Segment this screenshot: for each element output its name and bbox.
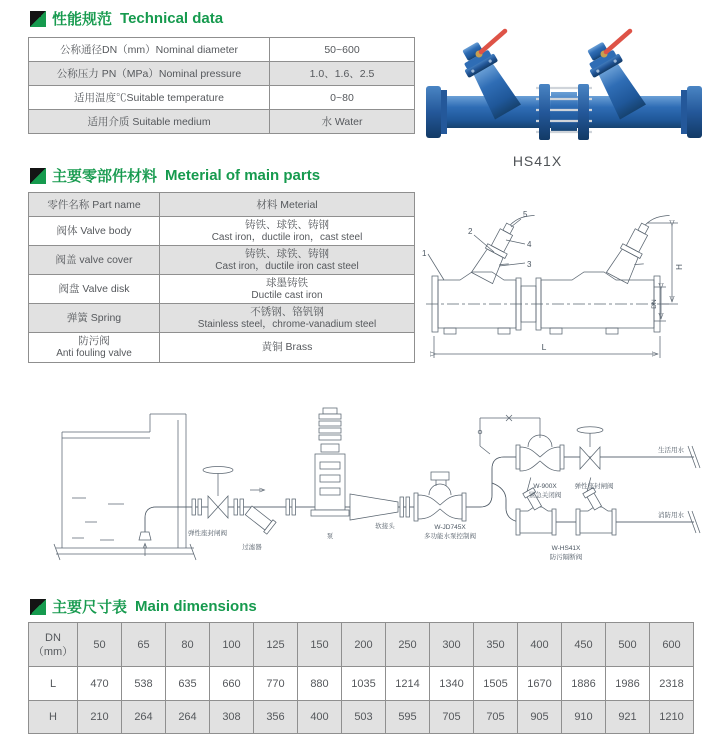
strainer-label: 过滤器 xyxy=(242,544,262,551)
control-valve-name: 多功能水泵控制阀 xyxy=(424,533,476,540)
section-title-cn: 主要零部件材料 xyxy=(52,168,158,185)
h-value: 356 xyxy=(254,701,298,734)
section-title-cn: 性能规范 xyxy=(52,11,113,28)
dim-l-label: L xyxy=(541,342,547,352)
h-value: 264 xyxy=(122,701,166,734)
pump xyxy=(311,408,349,516)
l-value: 1886 xyxy=(562,667,606,701)
dn-value: 300 xyxy=(430,623,474,667)
h-value: 705 xyxy=(474,701,518,734)
tech-row-value: 50~600 xyxy=(270,38,415,62)
dn-value: 50 xyxy=(78,623,122,667)
table-row-L xyxy=(29,667,694,701)
domestic-branch-pipe xyxy=(480,457,694,507)
dn-value: 150 xyxy=(298,623,342,667)
l-value: 1340 xyxy=(430,667,474,701)
table-row xyxy=(29,275,415,304)
pump-label: 泵 xyxy=(326,533,334,540)
technical-data-table xyxy=(28,37,415,134)
callout-1: 1 xyxy=(422,249,427,258)
table-header-row xyxy=(29,193,415,217)
pump-control-valve xyxy=(414,472,466,521)
material-en: Cast iron，ductile iron，cast steel xyxy=(211,231,363,243)
l-value: 470 xyxy=(78,667,122,701)
tech-row-label: 适用介质 Suitable medium xyxy=(29,110,270,134)
tech-row-value: 0~80 xyxy=(270,86,415,110)
dn-value: 80 xyxy=(166,623,210,667)
material-en: Stainless steel，chrome-vanadium steel xyxy=(197,318,377,330)
section-marker-icon xyxy=(30,11,46,27)
table-row xyxy=(29,86,415,110)
product-model-label: HS41X xyxy=(512,153,563,169)
dimensions-table xyxy=(28,622,694,734)
table-row xyxy=(29,217,415,246)
section-header-materials xyxy=(30,165,322,186)
materials-table xyxy=(28,192,415,363)
right-valve-body xyxy=(541,272,654,328)
l-value: 880 xyxy=(298,667,342,701)
part-name: 阀体 Valve body xyxy=(56,224,132,237)
gate-valve-2-label: 弹性座封闸阀 xyxy=(574,483,614,490)
emergency-shutoff-valve xyxy=(478,415,564,471)
section-title-cn: 主要尺寸表 xyxy=(52,599,128,616)
installation-schematic xyxy=(0,388,708,592)
tech-row-value: 水 Water xyxy=(270,110,415,134)
dim-dn-label: DN xyxy=(651,299,658,309)
l-value: 660 xyxy=(210,667,254,701)
table-row: 防污阀 Anti fouling valve 黄铜 Brass xyxy=(29,333,415,363)
h-value: 921 xyxy=(606,701,650,734)
callout-5: 5 xyxy=(523,210,528,219)
table-row xyxy=(29,62,415,86)
fire-water-label: 消防用水 xyxy=(658,512,684,519)
material-cn: 铸铁、球铁、铸钢 xyxy=(245,218,329,231)
dn-value: 125 xyxy=(254,623,298,667)
domestic-water-label: 生活用水 xyxy=(658,447,684,454)
section-marker-icon xyxy=(30,599,46,615)
dn-value: 100 xyxy=(210,623,254,667)
suction-bell xyxy=(139,532,151,540)
part-name: 阀盖 valve cover xyxy=(55,253,133,266)
gate-valve-label: 弹性座封闸阀 xyxy=(188,530,227,537)
cross-section-drawing xyxy=(420,186,708,378)
left-valve-body xyxy=(438,272,516,328)
right-bonnet-section xyxy=(606,202,669,286)
tech-row-label: 适用温度℃Suitable temperature xyxy=(29,86,270,110)
l-value: 635 xyxy=(166,667,210,701)
tech-row-label: 公称通径DN（mm）Nominal diameter xyxy=(29,38,270,62)
gate-valve xyxy=(203,467,233,519)
h-value: 210 xyxy=(78,701,122,734)
table-row xyxy=(29,304,415,333)
hs41x-model: W-HS41X xyxy=(551,545,581,552)
part-name: 防污阀 xyxy=(78,335,110,347)
dn-value: 250 xyxy=(386,623,430,667)
y-strainer xyxy=(244,504,276,534)
reducer-cone xyxy=(350,494,398,520)
table-header-row xyxy=(29,623,694,667)
l-value: 1214 xyxy=(386,667,430,701)
dn-value: 500 xyxy=(606,623,650,667)
table-row xyxy=(29,246,415,275)
table-row xyxy=(29,110,415,134)
l-value: 1670 xyxy=(518,667,562,701)
l-value: 1505 xyxy=(474,667,518,701)
material-en: Cast iron，ductile iron cast steel xyxy=(215,260,359,272)
h-value: 308 xyxy=(210,701,254,734)
section-header-dimensions xyxy=(30,596,259,617)
h-value: 264 xyxy=(166,701,210,734)
dim-h-label: H xyxy=(675,264,684,270)
h-value: 910 xyxy=(562,701,606,734)
valve-right-flange xyxy=(687,86,702,138)
gate-valve-2 xyxy=(577,427,603,469)
part-name: 阀盘 Valve disk xyxy=(58,282,130,295)
dn-value: 600 xyxy=(650,623,694,667)
dn-value: 350 xyxy=(474,623,518,667)
l-value: 1986 xyxy=(606,667,650,701)
material-cn: 不锈钢、铬钒钢 xyxy=(250,305,324,318)
material-cn: 黄铜 Brass xyxy=(261,341,313,353)
dn-value: 200 xyxy=(342,623,386,667)
section-title-en: Technical data xyxy=(120,10,224,27)
tech-row-value: 1.0、1.6、2.5 xyxy=(270,62,415,86)
table-row xyxy=(29,38,415,62)
callout-3: 3 xyxy=(527,260,532,269)
section-title-en: Main dimensions xyxy=(135,598,257,615)
section-header-technical-data xyxy=(30,8,225,29)
shutoff-name: 紧急关闭阀 xyxy=(528,492,562,499)
flex-joint-label: 软接头 xyxy=(375,523,395,530)
control-valve-model: W-JD745X xyxy=(434,524,466,531)
part-name: 弹簧 Spring xyxy=(66,311,122,324)
dn-value: 65 xyxy=(122,623,166,667)
section-title-en: Meterial of main parts xyxy=(165,167,321,184)
materials-col-part: 零件名称 Part name xyxy=(29,193,160,217)
water-tank xyxy=(54,414,196,560)
shutoff-model: W-900X xyxy=(533,483,557,490)
section-marker-icon xyxy=(30,168,46,184)
material-cn: 球墨铸铁 xyxy=(266,276,308,289)
l-value: 2318 xyxy=(650,667,694,701)
dn-corner-cell: DN （mm） xyxy=(29,623,78,667)
h-value: 705 xyxy=(430,701,474,734)
red-lever-handle xyxy=(606,31,630,52)
l-row-header: L xyxy=(29,667,78,701)
hs41x-name: 防污隔断阀 xyxy=(549,554,583,561)
h-value: 905 xyxy=(518,701,562,734)
l-value: 770 xyxy=(254,667,298,701)
valve-left-flange xyxy=(426,86,441,138)
material-cn: 铸铁、球铁、铸钢 xyxy=(245,247,329,260)
materials-col-material: 材料 Meterial xyxy=(160,193,415,217)
tech-row-label: 公称压力 PN（MPa）Nominal pressure xyxy=(29,62,270,86)
dn-value: 450 xyxy=(562,623,606,667)
callout-2: 2 xyxy=(468,227,473,236)
h-value: 1210 xyxy=(650,701,694,734)
red-lever-handle xyxy=(481,31,505,52)
dn-value: 400 xyxy=(518,623,562,667)
h-value: 595 xyxy=(386,701,430,734)
h-value: 400 xyxy=(298,701,342,734)
h-value: 503 xyxy=(342,701,386,734)
product-photo-valve xyxy=(420,22,708,152)
callout-4: 4 xyxy=(527,240,532,249)
l-value: 1035 xyxy=(342,667,386,701)
table-row-H xyxy=(29,701,694,734)
h-row-header: H xyxy=(29,701,78,734)
l-value: 538 xyxy=(122,667,166,701)
material-en: Ductile cast iron xyxy=(251,289,323,301)
valve-center-coupling xyxy=(536,84,592,140)
